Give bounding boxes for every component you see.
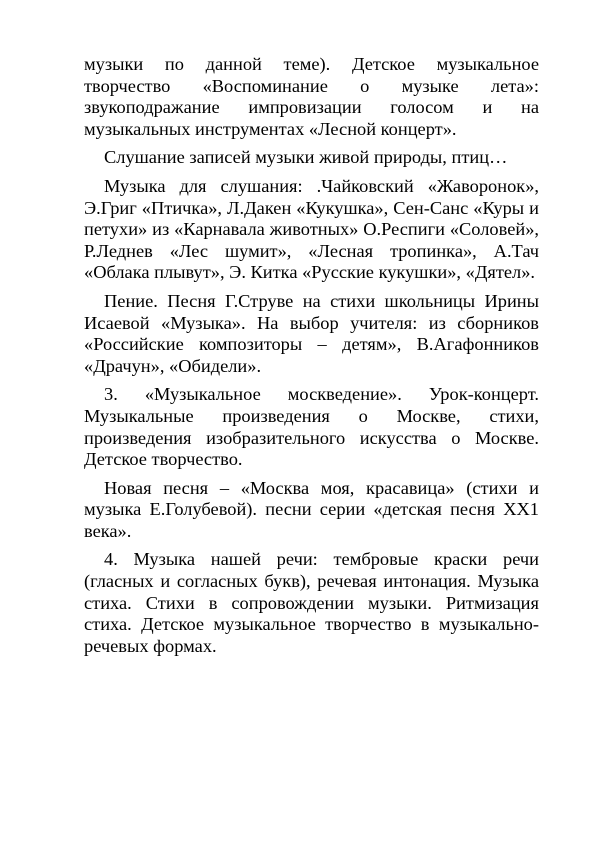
paragraph-listening-records: Слушание записей музыки живой природы, птиц… bbox=[104, 147, 508, 168]
paragraph-section-3: 3. «Музыкальное москведение». Урок-концерт. Музыкальные произведения о Москве, стихи, произведения изобразительного искусства о Москве. Детское творчество. bbox=[84, 384, 539, 470]
paragraph-new-song: Новая песня – «Москва моя, красавица» (стихи и музыка Е.Голубевой). песни серии «детская песня ХХ1 века». bbox=[84, 477, 539, 541]
paragraph-section-4: 4. Музыка нашей речи: тембровые краски речи (гласных и согласных букв), речевая интонация. Музыка стиха. Стихи в сопровождении музыки. Ритмизация стиха. Детское музыкальное творчество в музыкально-речевых формах. bbox=[84, 549, 539, 656]
paragraph-continuation: музыки по данной теме). Детское музыкальное творчество «Воспоминание о музыке лета»: звукоподражание импровизации голосом и на музыкальных инструментах «Лесной концерт». bbox=[84, 54, 539, 139]
document-body bbox=[84, 54, 539, 664]
paragraph-singing: Пение. Песня Г.Струве на стихи школьницы Ирины Исаевой «Музыка». На выбор учителя: из сборников «Российские композиторы – детям», В.Агафонников «Драчун», «Обидели». bbox=[84, 290, 539, 376]
paragraph-music-for-listening: Музыка для слушания: .Чайковский «Жаворонок», Э.Григ «Птичка», Л.Дакен «Кукушка», Сен-Санс «Куры и петухи» из «Карнавала животных» О.Респиги «Соловей», Р.Леднев «Лес шумит», «Лесная тропинка», А.Тач «Облака плывут», Э. Китка «Русские кукушки», «Дятел». bbox=[84, 175, 539, 283]
